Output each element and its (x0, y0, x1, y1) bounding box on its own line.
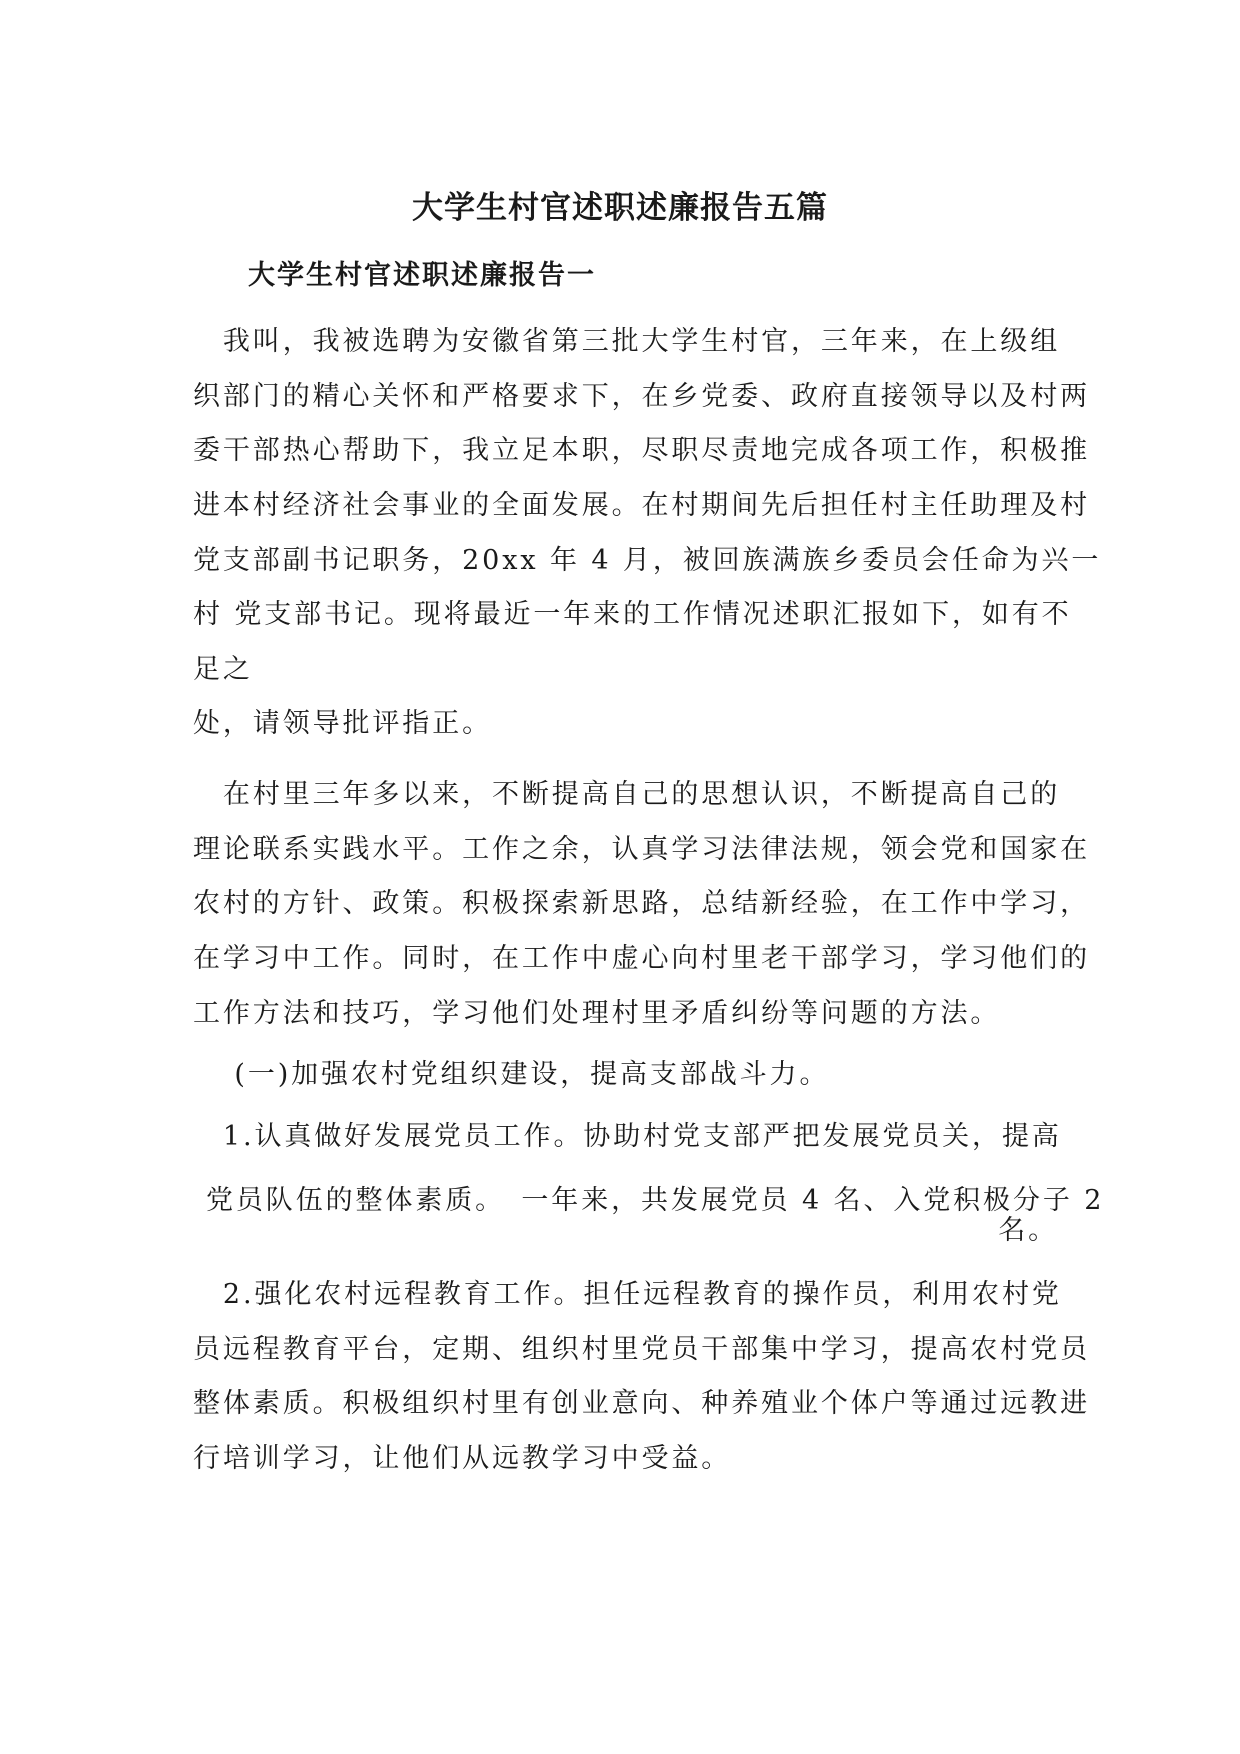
paragraph-line: 村 党支部书记。现将最近一年来的工作情况述职汇报如下，如有不 (193, 599, 1072, 630)
paragraph-line: 农村的方针、政策。积极探索新思路，总结新经验，在工作中学习， (193, 888, 1090, 919)
paragraph-line: 工作方法和技巧，学习他们处理村里矛盾纠纷等问题的方法。 (193, 998, 1001, 1029)
paragraph-line: 员远程教育平台，定期、组织村里党员干部集中学习，提高农村党员 (193, 1334, 1090, 1365)
paragraph-line: 委干部热心帮助下，我立足本职，尽职尽责地完成各项工作，积极推 (193, 435, 1090, 466)
paragraph-line: 2.强化农村远程教育工作。担任远程教育的操作员，利用农村党 (193, 1279, 1062, 1310)
paragraph-line: 在村里三年多以来，不断提高自己的思想认识，不断提高自己的 (193, 779, 1061, 810)
paragraph-line: 足之 (193, 654, 253, 685)
paragraph-line: 在学习中工作。同时，在工作中虚心向村里老干部学习，学习他们的 (193, 943, 1090, 974)
document-title: 大学生村官述职述廉报告五篇 (412, 190, 828, 226)
paragraph-line: 进本村经济社会事业的全面发展。在村期间先后担任村主任助理及村 (193, 490, 1090, 521)
paragraph-line: 我叫，我被选聘为安徽省第三批大学生村官，三年来，在上级组 (193, 326, 1061, 357)
paragraph-line: 行培训学习，让他们从远教学习中受益。 (193, 1443, 732, 1474)
paragraph-line: 整体素质。积极组织村里有创业意向、种养殖业个体户等通过远教进 (193, 1388, 1090, 1419)
paragraph-line: 党支部副书记职务，20xx 年 4 月，被回族满族乡委员会任命为兴一 (193, 545, 1102, 576)
paragraph-line: 理论联系实践水平。工作之余，认真学习法律法规，领会党和国家在 (193, 834, 1090, 865)
paragraph-line: 处，请领导批评指正。 (193, 708, 492, 739)
paragraph-line: 党员队伍的整体素质。 一年来，共发展党员 4 名、入党积极分子 2 (206, 1185, 1105, 1216)
paragraph-line: 1.认真做好发展党员工作。协助村党支部严把发展党员关，提高 (193, 1121, 1062, 1152)
section-heading: 大学生村官述职述廉报告一 (248, 260, 596, 291)
paragraph-line: 名。 (998, 1215, 1058, 1246)
section-item-heading: (一)加强农村党组织建设，提高支部战斗力。 (193, 1059, 830, 1090)
paragraph-line: 织部门的精心关怀和严格要求下，在乡党委、政府直接领导以及村两 (193, 381, 1090, 412)
